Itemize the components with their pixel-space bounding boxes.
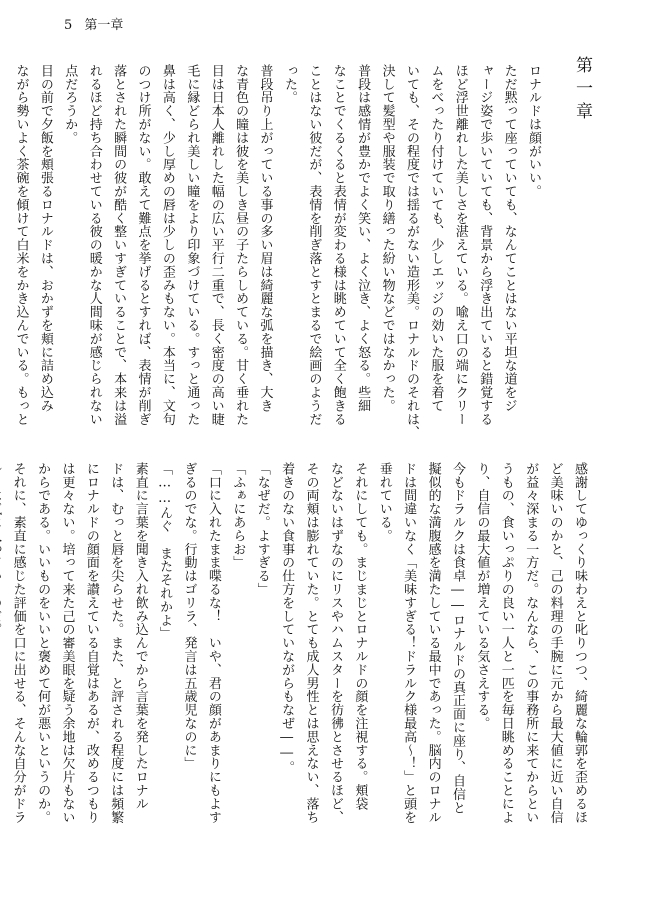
text-line: 今もドラルクは食卓――ロナルドの真正面に座り、自信と [449, 462, 465, 815]
text-line: 感謝してゆっくり味わえと叱りつつ、綺麗な輪郭を歪めるほ [572, 462, 587, 824]
text-line: ロナルドは顔がいい。 [526, 64, 541, 198]
text-line: 普段吊り上がっている事の多い眉は綺麗な弧を描き、大き [257, 64, 273, 413]
text-line: 「……んぐ またそれかよ」 [157, 462, 173, 641]
page-number: 5 [64, 18, 73, 33]
text-line: それにしても。まじまじとロナルドの顔を注視する。頬袋 [352, 462, 368, 811]
text-line: 決して髪型や服装で取り繕った紛い物などではなかった。 [379, 64, 395, 413]
text-line: れるほど持ち合わせている彼の暖かな人間味が感じられない [86, 64, 102, 426]
text-line: ほど浮世離れした美しさを湛えている。喩え口の端にクリー [452, 64, 468, 426]
text-line: ながら勢いよく茶碗を傾けて白米をかき込んでいる。もっと [13, 64, 29, 426]
text-line: ャージ姿で歩いていても、背景から浮き出ていると錯覚する [477, 64, 493, 426]
text-line: 「口に入れたまま喋るな！ いや、君の顔があまりにもよす [205, 462, 221, 824]
text-line: ムをべったり付けていても、少しエッジの効いた服を着て [428, 64, 444, 413]
text-line: にロナルドの顔面を讃えている自覚はあるが、改めるつもり [83, 462, 99, 824]
text-line: などないはずなのにリスやハムスターを彷彿とさせるほど、 [327, 462, 343, 824]
text-line: なことでくるくると表情が変わる様は眺めていて全く飽きる [330, 64, 346, 426]
text-line: いても、その程度では揺るがない造形美。ロナルドのそれは、 [403, 64, 419, 440]
text-line: ドは、むっと唇を尖らせた。また、と評される程度には頻繁 [108, 462, 124, 824]
text-line: ぎるのでな。行動はゴリラ、発言は五歳児なのに」 [181, 462, 197, 771]
text-line: ドは間違いなく「美味すぎる！ドラルク様最高～！」と頭を [401, 462, 417, 824]
running-header [64, 14, 123, 33]
text-line: 鼻は高く、少し厚めの唇は少しの歪みもない。本当に、文句 [159, 64, 175, 426]
text-line: 「なぜだ。よすぎる」 [254, 462, 270, 596]
text-line: 目は日本人離れした幅の広い平行二重で、長く密度の高い睫 [208, 64, 224, 426]
text-line: ただ黙って座っていても、なんてことはない平坦な道をジ [501, 64, 517, 413]
text-line: 素直に言葉を聞き入れ飲み込んでから言葉を発したロナル [132, 462, 148, 811]
text-line: が益々深まる一方だ。なんなら、この事務所に来てからとい [523, 462, 539, 824]
text-line: それに、素直に感じた評価を口に出せる、そんな自分がドラ [10, 462, 26, 824]
text-line: ことはない彼だが、表情を削ぎ落とすとまるで絵画のようだ [306, 64, 322, 426]
text-line: 目の前で夕飯を頬張るロナルドは、おかずを頬に詰め込み [37, 64, 53, 413]
text-line: 着きのない食事の仕方をしていながらもなぜ――。 [279, 462, 295, 775]
text-line: のつけ所がない。敢えて難点を挙げるとすれば、表情が削ぎ [135, 64, 151, 426]
text-line: 毛に縁どられ美しい瞳をより印象づけている。すっと通った [184, 64, 200, 426]
upper-text-block [8, 64, 545, 440]
text-line: ど美味いのかと、己の料理の手腕に元から最大値に近い自信 [547, 462, 563, 824]
text-line: 擬似的な満腹感を満たしている最中であった。脳内のロナル [425, 462, 441, 824]
text-line: 落とされた瞬間の彼が酷く整いすぎていることで、本来は溢 [111, 64, 127, 426]
text-line: った。 [281, 64, 297, 105]
text-line: は更々ない。培って来た己の審美眼を疑う余地は欠片もない [59, 462, 75, 824]
chapter-title: 第一章 [572, 56, 592, 125]
text-line: 点だろうか。 [62, 64, 78, 145]
text-line: うもの、食いっぷりの良い一人と一匹を毎日眺めることによ [498, 462, 514, 824]
lower-text-block [0, 462, 591, 867]
running-chapter-title: 第一章 [84, 18, 124, 33]
text-line: 「ふぁにあらお」 [230, 462, 246, 570]
text-line: からである。いいものをいいと褒めて何が悪いというのか。 [35, 462, 51, 824]
text-line: り、自信の最大値が増えている気さえする。 [474, 462, 490, 730]
text-line: 垂れている。 [376, 462, 392, 543]
text-line: 普段は感情が豊かでよく笑い、よく泣き、よく怒る。些細 [355, 64, 371, 413]
text-line: な青色の瞳は彼を美しき昼の子たらしめている。甘く垂れた [233, 64, 249, 426]
text-line: その両頬は膨れていた。とても成人男性とは思えない、落ち [303, 462, 319, 824]
